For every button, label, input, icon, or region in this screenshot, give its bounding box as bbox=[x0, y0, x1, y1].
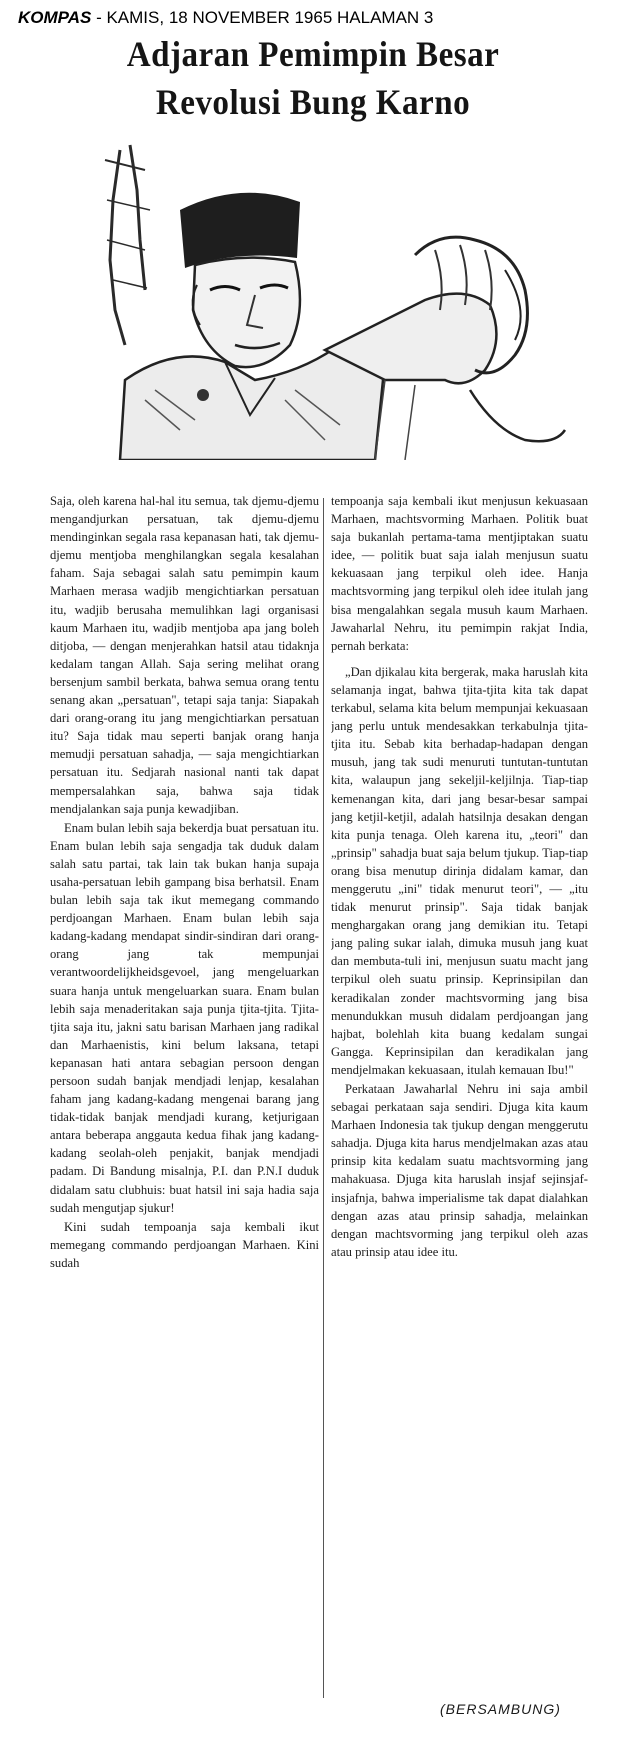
paragraph: Enam bulan lebih saja bekerdja buat persatuan itu. Enam bulan lebih saja sengadja tak duduk dalam salah satu partai, tak lain tak bukan hanja supaja usaha-persatuan lebih gampang bisa berhatsil. Enam bulan lebih saja tak ikut memegang commando perdjoangan Marhaen. Enam bulan lebih saja kadang-kadang mendapat sindir-sindiran dari orang-orang jang tak mempunjai verantwoordelijkheidsgevoel, jang mengeluarkan suara hanja untuk mengeluarkan suara. Enam bulan lebih saja menaderitakan saja punja tjita-tjita. Tjita-tjita saja itu, jakni satu barisan Marhaen jang radikal dan Marhaenistis, kini belum laksana, tetapi kepanasan hati antara sebagian persoon dengan persoon sudah banjak mendjadi lenjap, kesalahan faham jang kadang-kadang mengenai barang jang tidak-tidak banjak mendjadi kurang, ketjurigaan antara beberapa anggauta kedua fihak jang kadang-kadang seolah-oleh penjakit, banjak mendjadi padam. Di Bandung misalnja, P.I. dan P.N.I duduk didalam satu clubhuis: buat hatsil ini saja hadia saja sudah mengutjap sjukur! bbox=[50, 820, 319, 1215]
portrait-illustration bbox=[85, 140, 585, 460]
continued-note: (BERSAMBUNG) bbox=[440, 1701, 561, 1717]
newspaper-header bbox=[18, 8, 618, 28]
newspaper-dateline: - KAMIS, 18 NOVEMBER 1965 HALAMAN 3 bbox=[91, 8, 434, 27]
newspaper-brand: KOMPAS bbox=[18, 8, 92, 27]
paragraph: tempoanja saja kembali ikut menjusun kekuasaan Marhaen, machtsvorming Marhaen. Politik buat saja bukanlah pertama-tama mentjiptakan suatu idee, — politik buat saja ialah menjusun suatu kekuasaan jang terpikul oleh idee. Hanja machtsvorming jang terpikul oleh idee itulah jang bisa mengalahkan segala musuh kaum Marhaen. Jawaharlal Nehru, itu pemimpin rakjat India, pernah berkata: bbox=[331, 494, 588, 653]
paragraph: Kini sudah tempoanja saja kembali ikut memegang commando perdjoangan Marhaen. Kini sudah bbox=[50, 1219, 319, 1270]
column-divider bbox=[323, 498, 324, 1698]
paragraph: Perkataan Jawaharlal Nehru ini saja ambil sebagai perkataan saja sendiri. Djuga kita kaum Marhaen Indonesia tak tjukup dengan menggerutu sahadja. Djuga kita harus mendjelmakan azas atau prinsip kita kedalam suatu machtsvorming jang mahakuasa. Djuga kita haruslah insjaf sejinsjaf-insjafnja, bahwa imperialisme tak dapat dialahkan dengan azas atau prinsip sahadja, melainkan dengan machtsvorming jang terpikul oleh azas atau prinsip atau idee itu. bbox=[331, 1082, 588, 1259]
paragraph: Saja, oleh karena hal-hal itu semua, tak djemu-djemu mengandjurkan persatuan, tak djemu-djemu mendinginkan segala rasa kepanasan hati, tak djemu-djemu mentjoba menghilangkan segala kesalahan faham. Saja sebagai salah satu pemimpin kaum Marhaen merasa wadjib mengichtiarkan persatuan itu, wadjib berusaha memulihkan lagi organisasi kaum Marhaen itu, wadjib mentjoba apa jang boleh ditjoba, — dengan menjerahkan hatsil atau tidaknja kedalam tangan Allah. Saja sering melihat orang bersenjum sambil berkata, bahwa semua orang tentu senang akan „persatuan", tetapi saja tanja: Siapakah dari orang-orang itu jang mengichtiarkan persatuan itu? Saja tidak mau seperti banjak orang hanja memudji persatuan sahadja, — saja mengichtiarkan persatuan itu. Sedjarah nasional nanti tak dapat mempersalahkan saja, bahwa saja tidak mendjalankan saja punja kewadjiban. bbox=[50, 494, 319, 816]
nehru-quote: „Dan djikalau kita bergerak, maka haruslah kita selamanja ingat, bahwa tjita-tjita kita tak dapat terkabul, selama kita belum mempunjai kekuasaan jang perlu untuk mendesakkan terkabulnja tjita-tjita itu. Sebab kita berhadap-hadapan dengan musuh, jang tak sudi menuruti tuntutan-tuntutan kita, walaupun jang sekeljil-keljilnja. Tiap-tiap kemenangan kita, dari jang besar-besar sampai jang ketjil-ketjil, adalah hatsilnja desakan dengan kita punja tenaga. Oleh karena itu, „teori" dan „prinsip" sahadja buat saja belum tjukup. Tiap-tiap orang bisa menutup dirinja didalam kamar, dan menggerutu „ini" tidak menurut teori", — „itu tidak menurut prinsip". Saja tidak banjak menghargakan orang jang demikian itu. Tetapi jang paling sukar ialah, dimuka musuh jang kuat dan membuta-tuli ini, menjusun suatu macht jang terpikul oleh suatu prinsip. Keprinsipilan dan keradikalan zonder machtsvorming jang bisa menundukkan musuh didalam perdjoangan jang hajbat, bolehlah kita buang kedalam sungai Gangga. Keprinsipilan dan keradikalan jang mendjelmakan kekuasaan, itulah kemauan Ibu!" bbox=[331, 664, 588, 1077]
article-column-right bbox=[331, 492, 588, 1712]
headline-line-1: Adjaran Pemimpin Besar bbox=[126, 34, 500, 74]
article-column-left bbox=[50, 492, 319, 1712]
headline-line-2: Revolusi Bung Karno bbox=[155, 82, 471, 122]
